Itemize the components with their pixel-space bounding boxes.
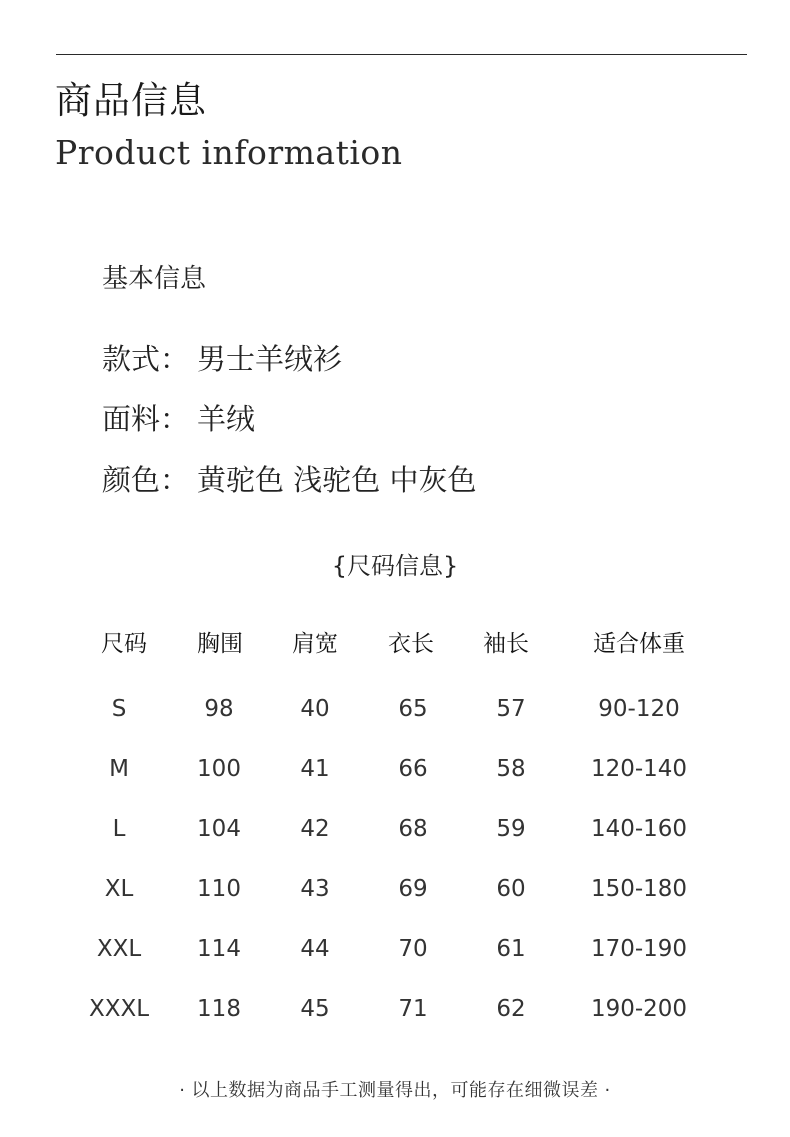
info-row-fabric — [102, 400, 255, 438]
table-cell: 110 — [197, 876, 241, 902]
table-cell: 62 — [496, 996, 526, 1022]
table-cell: 118 — [197, 996, 241, 1022]
info-colon: ： — [160, 402, 190, 436]
table-row — [0, 687, 790, 747]
column-header: 适合体重 — [593, 631, 685, 657]
table-cell: 100 — [197, 756, 241, 782]
table-cell: 190-200 — [590, 996, 688, 1022]
table-cell: 69 — [398, 876, 428, 902]
info-row-color — [102, 461, 476, 499]
table-cell: 60 — [496, 876, 526, 902]
basic-info-heading: 基本信息 — [102, 264, 207, 294]
table-cell: 42 — [300, 816, 330, 842]
info-colon: ： — [160, 342, 190, 376]
table-row — [0, 987, 790, 1047]
table-row — [0, 747, 790, 807]
table-cell: 45 — [300, 996, 330, 1022]
table-cell: 150-180 — [590, 876, 688, 902]
table-cell: 71 — [398, 996, 428, 1022]
table-cell: 65 — [398, 696, 428, 722]
table-cell: 140-160 — [590, 816, 688, 842]
table-cell: 114 — [197, 936, 241, 962]
note-text: 以上数据为商品手工测量得出，可能存在细微误差 — [191, 1080, 599, 1101]
table-cell: 40 — [300, 696, 330, 722]
info-value: 男士羊绒衫 — [197, 342, 343, 376]
info-label: 款式 — [102, 342, 161, 376]
table-cell: 90-120 — [598, 696, 680, 722]
info-row-style — [102, 340, 342, 378]
table-cell: 68 — [398, 816, 428, 842]
table-cell: 98 — [204, 696, 234, 722]
table-cell: 120-140 — [590, 756, 688, 782]
table-cell: L — [112, 816, 126, 842]
column-header: 袖长 — [483, 631, 529, 657]
table-cell: 43 — [300, 876, 330, 902]
table-cell: M — [109, 756, 129, 782]
table-row — [0, 867, 790, 927]
info-label: 面料 — [102, 402, 161, 436]
table-cell: 66 — [398, 756, 428, 782]
table-cell: XL — [104, 876, 134, 902]
table-cell: 70 — [398, 936, 428, 962]
table-cell: 44 — [300, 936, 330, 962]
info-value: 羊绒 — [197, 402, 256, 436]
table-row — [0, 807, 790, 867]
info-value: 黄驼色 浅驼色 中灰色 — [197, 463, 477, 497]
note-dot-left: · — [179, 1080, 186, 1101]
table-cell: XXL — [96, 936, 142, 962]
table-cell: S — [111, 696, 127, 722]
table-cell: 104 — [197, 816, 241, 842]
page-subtitle: Product information — [55, 133, 403, 172]
table-cell: 61 — [496, 936, 526, 962]
info-colon: ： — [160, 463, 190, 497]
table-cell: 59 — [496, 816, 526, 842]
size-info-title: {尺码信息} — [331, 552, 459, 580]
table-cell: 170-190 — [590, 936, 688, 962]
table-cell: 41 — [300, 756, 330, 782]
column-header: 肩宽 — [292, 631, 338, 657]
note-dot-right: · — [604, 1080, 611, 1101]
table-cell: 58 — [496, 756, 526, 782]
column-header: 尺码 — [101, 631, 147, 657]
table-header-row — [0, 622, 790, 682]
column-header: 衣长 — [388, 631, 434, 657]
table-cell: 57 — [496, 696, 526, 722]
page-title: 商品信息 — [55, 79, 207, 122]
table-row — [0, 927, 790, 987]
size-table — [0, 622, 790, 1047]
column-header: 胸围 — [197, 631, 243, 657]
table-cell: XXXL — [88, 996, 150, 1022]
top-divider — [56, 54, 747, 55]
info-label: 颜色 — [102, 463, 161, 497]
measurement-note — [0, 1078, 790, 1104]
